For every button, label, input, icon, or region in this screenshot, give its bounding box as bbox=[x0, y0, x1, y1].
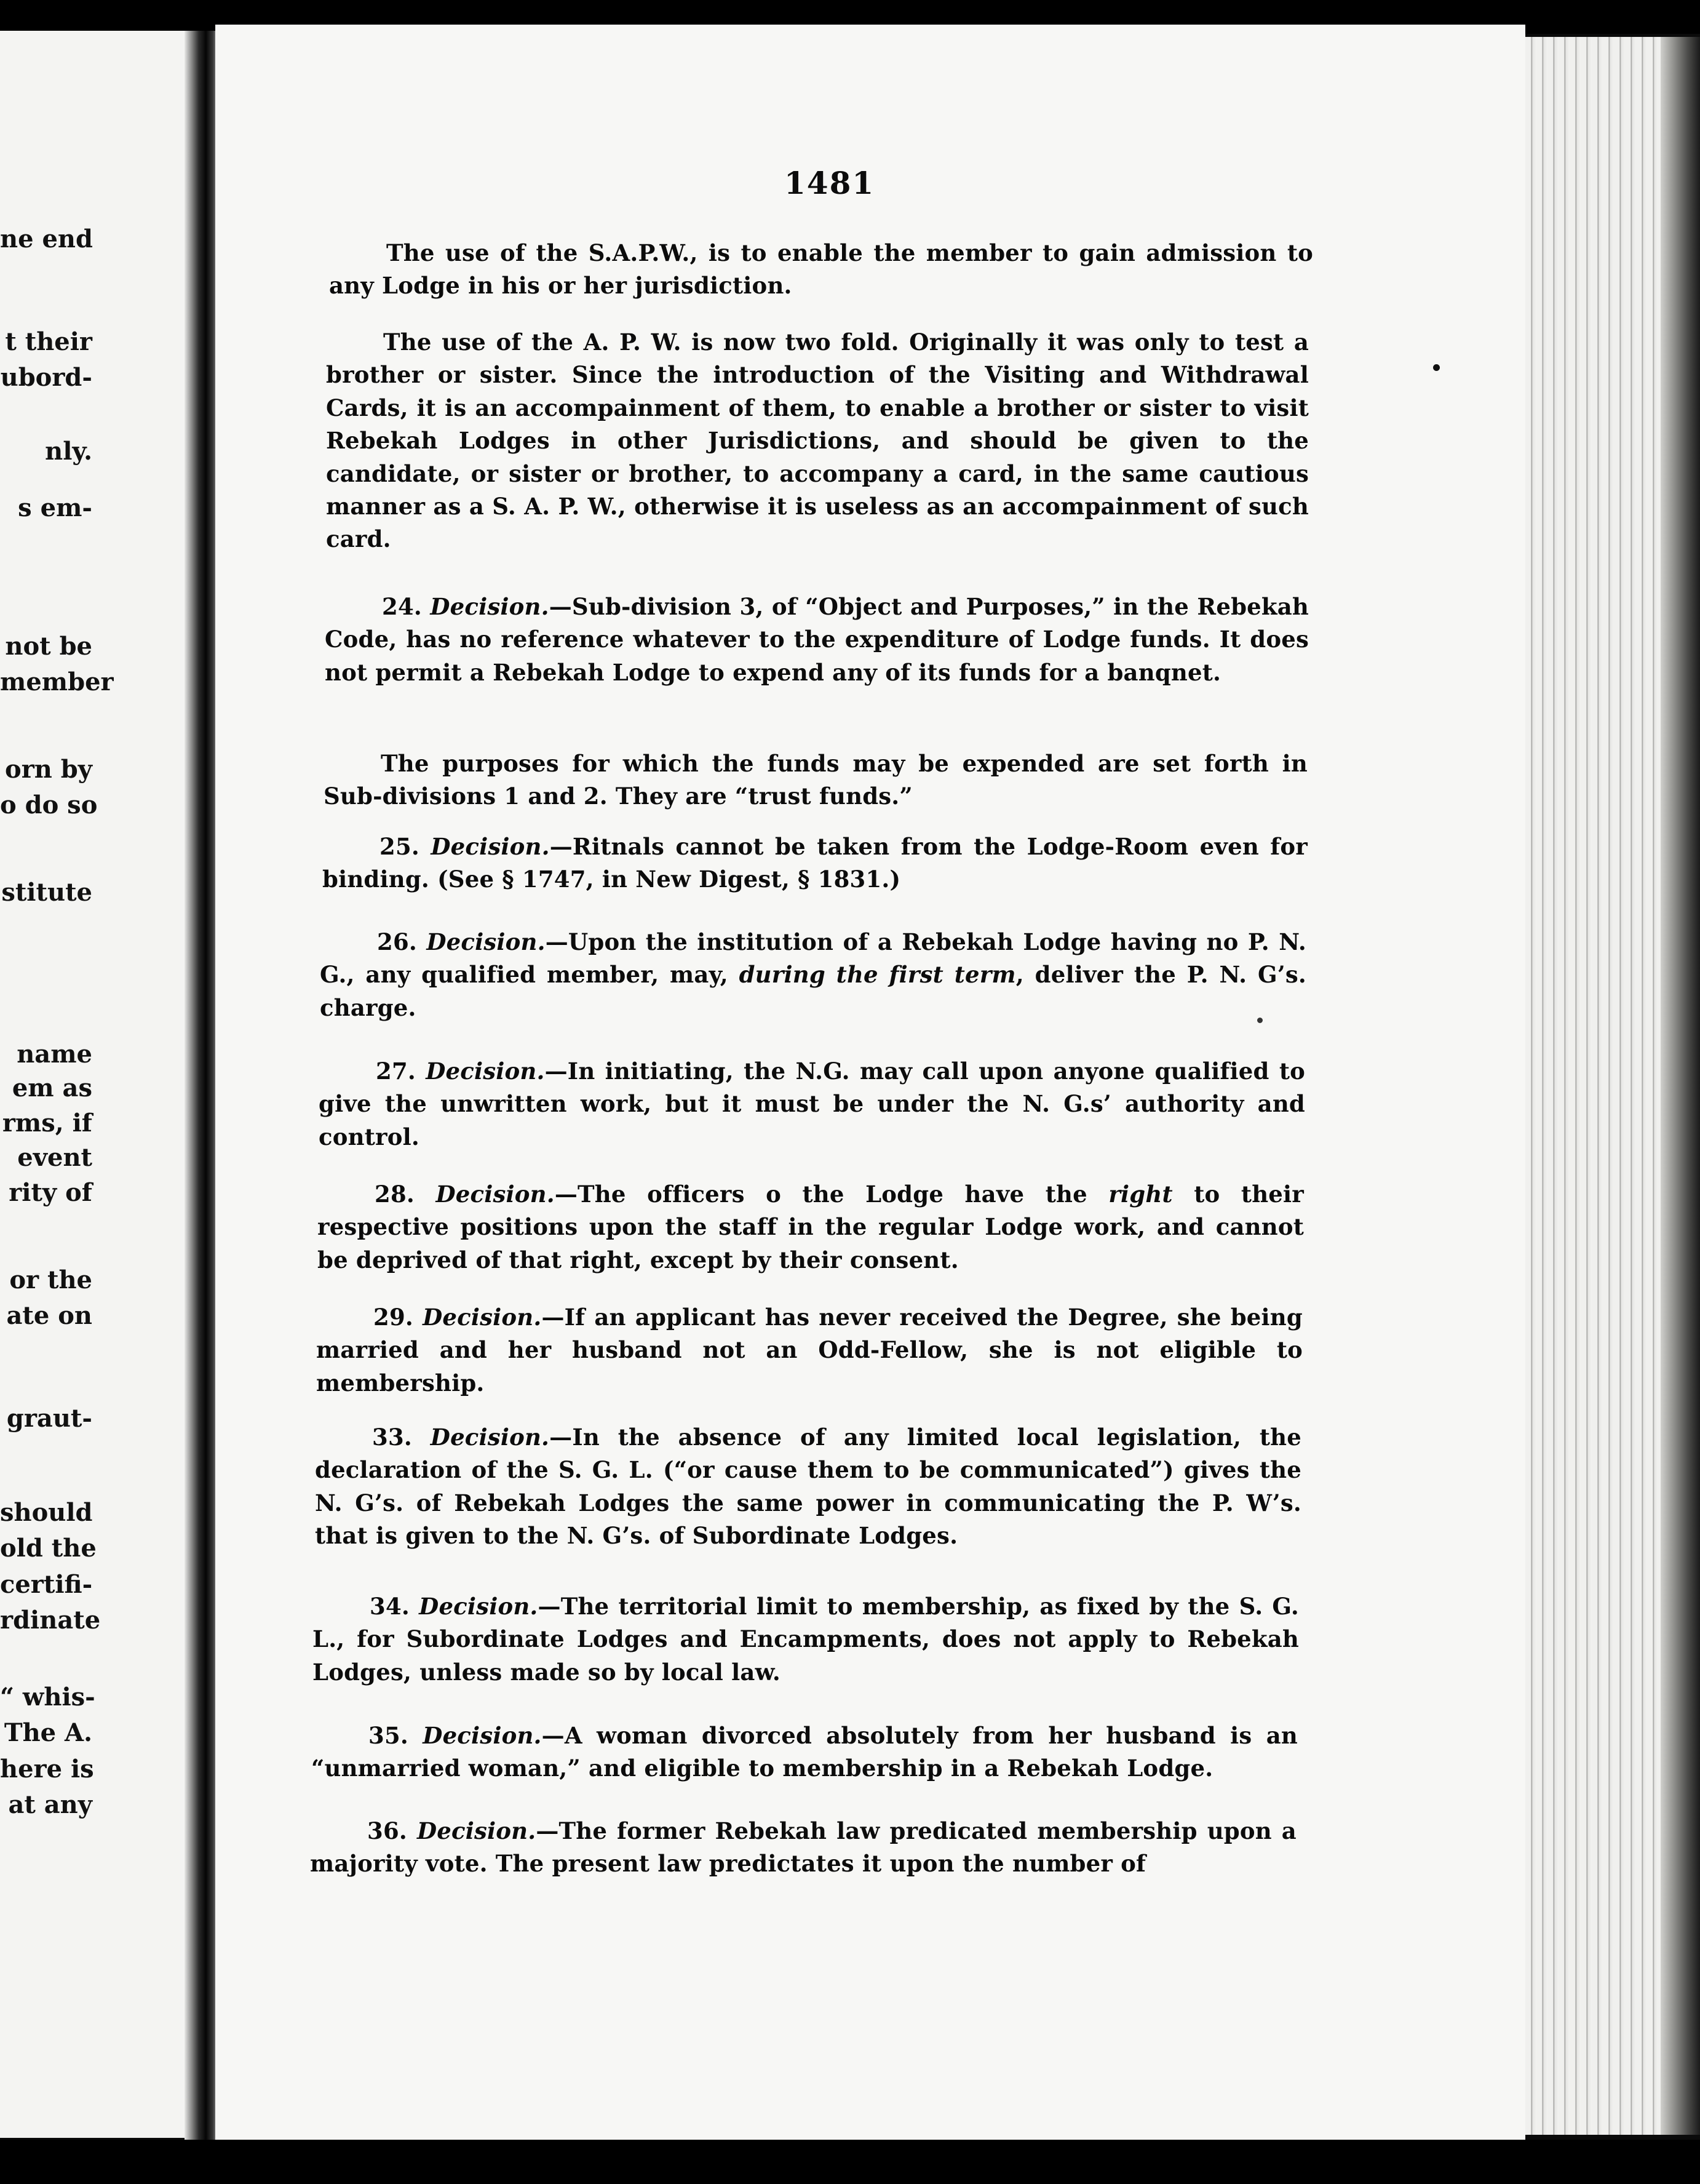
left-page-line: rms, if bbox=[2, 1109, 92, 1138]
left-page-line: stitute bbox=[1, 878, 92, 907]
left-page-line: The A. bbox=[4, 1718, 92, 1747]
adjoining-left-page bbox=[0, 31, 197, 2138]
decision-28 bbox=[317, 1178, 1304, 1277]
left-page-line: rity of bbox=[9, 1178, 92, 1207]
paragraph-text: The use of the S.A.P.W., is to enable the member to gain admission to any Lodge in his or her jurisdiction. bbox=[329, 239, 1313, 300]
decision-label: Decision. bbox=[430, 593, 549, 620]
page-edge-shadow bbox=[1661, 37, 1700, 2135]
decision-number: 33. bbox=[372, 1424, 412, 1451]
decision-text: —Sub-division 3, of “Object and Purposes,” in the Rebekah Code, has no reference whatever to the expenditure of Lodge funds. It does not permit a Rebekah Lodge to expend any of its funds for a banqnet. bbox=[325, 593, 1309, 686]
decision-27 bbox=[319, 1055, 1305, 1154]
decision-number: 29. bbox=[373, 1304, 413, 1331]
left-page-line: at any bbox=[8, 1790, 92, 1819]
decision-label: Decision. bbox=[423, 1304, 542, 1331]
left-page-line: ate on bbox=[6, 1301, 92, 1330]
decision-italic-text: right bbox=[1108, 1181, 1173, 1208]
decision-text: —Ritnals cannot be taken from the Lodge-Room even for binding. (See § 1747, in New Digest, § 1831.) bbox=[322, 833, 1308, 893]
decision-text: —The territorial limit to membership, as fixed by the S. G. L., for Subordinate Lodges and Encampments, does not apply to Rebekah Lodges, unless made so by local law. bbox=[312, 1593, 1299, 1686]
decision-number: 35. bbox=[368, 1722, 408, 1749]
left-page-line: or the bbox=[9, 1265, 92, 1294]
left-page-line: ubord- bbox=[0, 363, 92, 392]
left-page-line: name bbox=[17, 1040, 92, 1069]
decision-text: —In the absence of any limited local legislation, the declaration of the S. G. L. (“or cause them to be communicated”) gives the N. G’s. of Rebekah Lodges the same power in communicating the P. W’s. that is given to the N. G’s. of Subordinate Lodges. bbox=[315, 1424, 1301, 1550]
decision-25 bbox=[322, 831, 1308, 896]
page-number: 1481 bbox=[784, 165, 875, 201]
decision-33 bbox=[315, 1421, 1301, 1553]
paragraph-text: The use of the A. P. W. is now two fold. Originally it was only to test a brother or sister. Since the introduction of the Visiting and Withdrawal Cards, it is an accompainment of them, to enable a brother or sister to visit Rebekah Lodges in other Jurisdictions, and should be given to the candidate, or sister or brother, to accompany a card, in the same cautious manner as a S. A. P. W., otherwise it is useless as an accompainment of such card. bbox=[326, 329, 1309, 553]
decision-number: 24. bbox=[382, 593, 422, 620]
decision-number: 36. bbox=[367, 1817, 407, 1844]
decision-label: Decision. bbox=[426, 928, 546, 955]
paragraph-text: The purposes for which the funds may be expended are set forth in Sub-divisions 1 and 2. They are “trust funds.” bbox=[324, 750, 1308, 810]
left-page-line: should bbox=[0, 1498, 93, 1527]
left-page-line: rdinate bbox=[0, 1606, 101, 1635]
decision-35 bbox=[311, 1720, 1298, 1785]
decision-label: Decision. bbox=[430, 1424, 550, 1451]
left-page-line: certifi- bbox=[0, 1570, 93, 1599]
paragraph-apw bbox=[326, 326, 1309, 556]
left-page-line: member bbox=[0, 668, 114, 696]
left-page-line: nly. bbox=[45, 437, 92, 466]
decision-text: to their respective positions upon the staff in the regular Lodge work, and cannot be deprived of that right, except by their consent. bbox=[317, 1181, 1304, 1273]
scan-border-bottom bbox=[0, 2140, 1700, 2184]
left-page-line: em as bbox=[12, 1074, 92, 1102]
ink-speck bbox=[1433, 364, 1440, 371]
decision-italic-text: during the first term bbox=[739, 961, 1016, 989]
decision-text: —The former Rebekah law predicated membership upon a majority vote. The present law predictates it upon the number of bbox=[310, 1817, 1297, 1878]
decision-24 bbox=[325, 591, 1309, 689]
decision-label: Decision. bbox=[431, 833, 550, 860]
decision-text: —Upon the institution of a Rebekah Lodge having no P. N. G., any qualified member, may, bbox=[320, 928, 1306, 989]
left-page-line: old the bbox=[0, 1534, 97, 1563]
left-page-line: orn by bbox=[5, 755, 92, 784]
decision-36 bbox=[310, 1815, 1297, 1881]
left-page-line: event bbox=[17, 1143, 92, 1172]
decision-26 bbox=[320, 926, 1306, 1024]
left-page-line: not be bbox=[5, 632, 92, 661]
decision-label: Decision. bbox=[435, 1181, 555, 1208]
decision-text: —If an applicant has never received the Degree, she being married and her husband not an Odd-Fellow, she is not eligible to membership. bbox=[316, 1304, 1303, 1397]
decision-34 bbox=[312, 1590, 1299, 1689]
decision-number: 26. bbox=[377, 928, 417, 955]
left-page-line: o do so bbox=[0, 791, 98, 819]
book-gutter bbox=[185, 31, 220, 2141]
decision-text: —The officers o the Lodge have the bbox=[554, 1181, 1109, 1208]
left-page-line: “ whis- bbox=[0, 1683, 95, 1712]
decision-text: , deliver the P. N. G’s. charge. bbox=[320, 961, 1306, 1021]
left-page-line: ne end bbox=[0, 225, 93, 253]
decision-number: 34. bbox=[370, 1593, 410, 1620]
paragraph-sapw bbox=[329, 237, 1313, 303]
decision-text: —In initiating, the N.G. may call upon anyone qualified to give the unwritten work, but it must be under the N. G.s’ authority and control. bbox=[319, 1058, 1305, 1150]
decision-29 bbox=[316, 1301, 1303, 1400]
decision-label: Decision. bbox=[423, 1722, 542, 1749]
paragraph-purposes bbox=[324, 747, 1308, 813]
decision-number: 25. bbox=[379, 833, 419, 860]
left-page-line: t their bbox=[5, 327, 92, 356]
left-page-line: here is bbox=[0, 1755, 94, 1783]
decision-number: 27. bbox=[376, 1058, 416, 1085]
decision-text: —A woman divorced absolutely from her husband is an “unmarried woman,” and eligible to membership in a Rebekah Lodge. bbox=[311, 1722, 1298, 1782]
ink-speck bbox=[1257, 1018, 1263, 1023]
decision-number: 28. bbox=[375, 1181, 415, 1208]
decision-label: Decision. bbox=[426, 1058, 545, 1085]
decision-label: Decision. bbox=[419, 1593, 538, 1620]
left-page-line: s em- bbox=[18, 493, 92, 522]
decision-label: Decision. bbox=[416, 1817, 536, 1844]
left-page-line: graut- bbox=[6, 1404, 92, 1433]
